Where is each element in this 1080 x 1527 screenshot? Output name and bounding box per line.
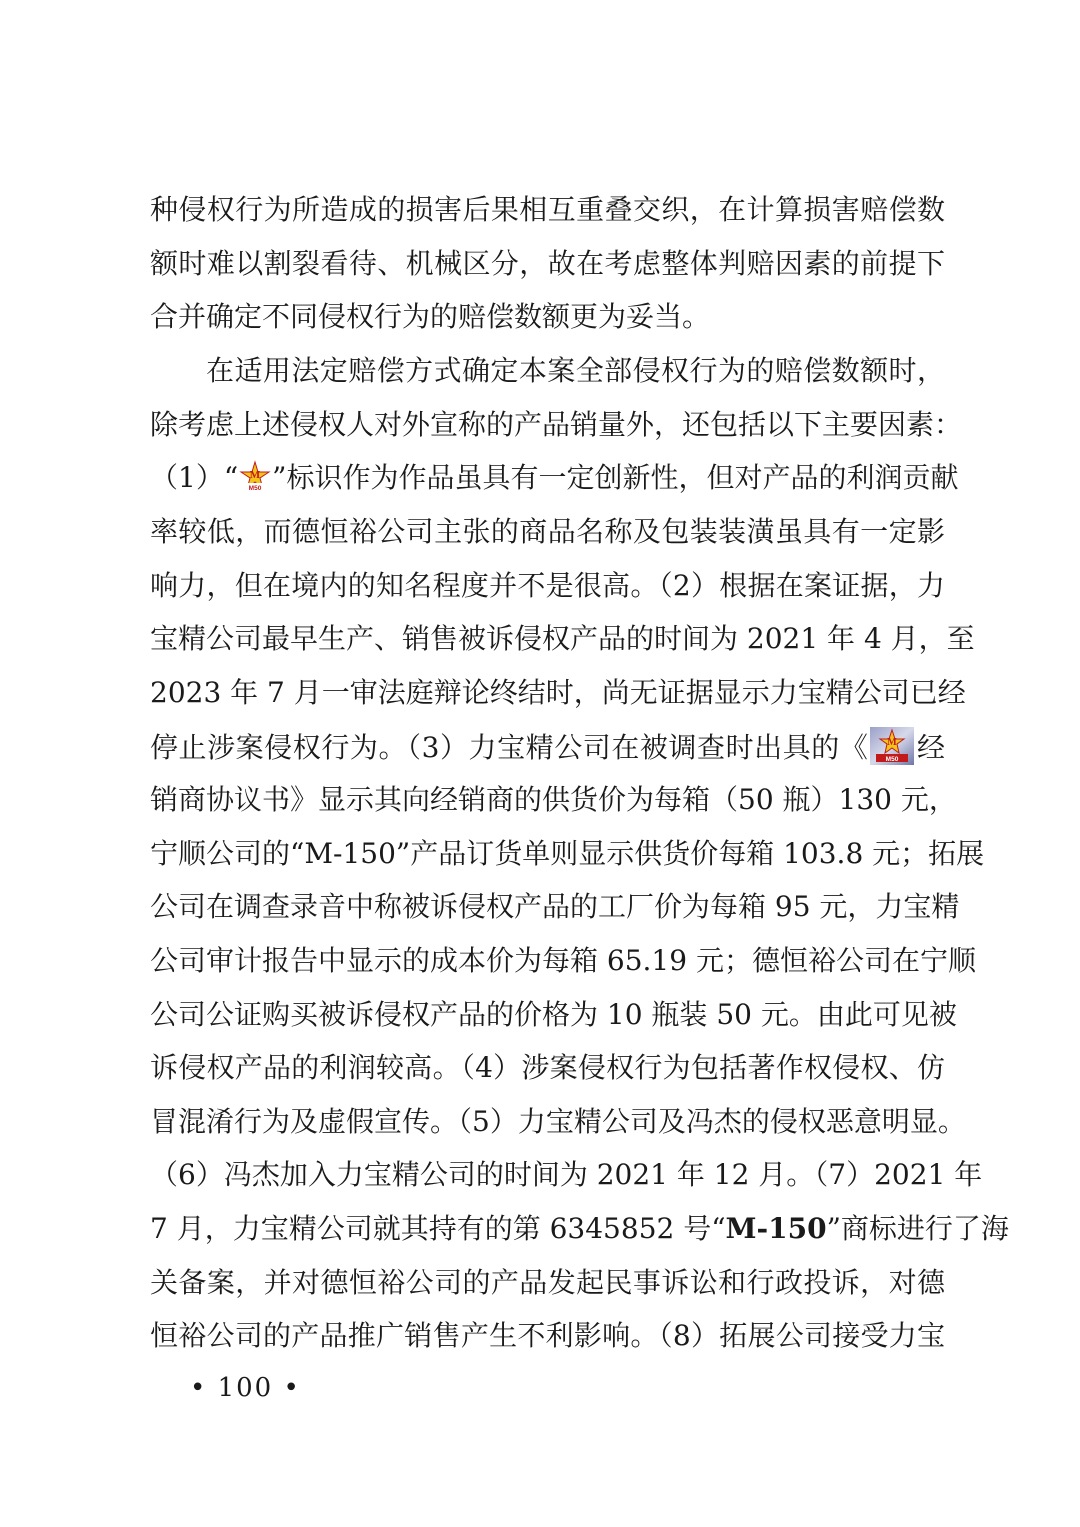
text-line: 除考虑上述侵权人对外宣称的产品销量外，还包括以下主要因素： [150, 408, 963, 441]
svg-text:M50: M50 [248, 485, 262, 492]
text-line: 合并确定不同侵权行为的赔偿数额更为妥当。 [150, 300, 711, 333]
svg-text:M50: M50 [886, 756, 899, 763]
text-segment: 停止涉案侵权行为。（3）力宝精公司在被调查时出具的《 [150, 731, 869, 764]
text-line: 诉侵权产品的利润较高。（4）涉案侵权行为包括著作权侵权、仿 [150, 1051, 945, 1084]
text-segment: ”标识作为作品虽具有一定创新性，但对产品的利润贡献 [272, 461, 959, 494]
text-line: 恒裕公司的产品推广销售产生不利影响。（8）拓展公司接受力宝 [150, 1319, 945, 1352]
text-line: 响力，但在境内的知名程度并不是很高。（2）根据在案证据，力 [150, 569, 945, 602]
page-number: • 100 • [190, 1373, 301, 1403]
text-line: 销商协议书》显示其向经销商的供货价为每箱（50 瓶）130 元， [150, 783, 957, 816]
svg-text:M: M [249, 469, 261, 481]
m50-logo-icon [239, 461, 271, 493]
text-line: 率较低，而德恒裕公司主张的商品名称及包装装潢虽具有一定影 [150, 515, 945, 548]
text-line-with-logo [150, 458, 959, 498]
text-line: 宝精公司最早生产、销售被诉侵权产品的时间为 2021 年 4 月，至 [150, 622, 975, 655]
text-line: 公司审计报告中显示的成本价为每箱 65.19 元；德恒裕公司在宁顺 [150, 944, 976, 977]
text-line: （6）冯杰加入力宝精公司的时间为 2021 年 12 月。（7）2021 年 [150, 1158, 983, 1191]
text-line: 公司在调查录音中称被诉侵权产品的工厂价为每箱 95 元，力宝精 [150, 890, 960, 923]
text-line: 关备案，并对德恒裕公司的产品发起民事诉讼和行政投诉，对德 [150, 1266, 945, 1299]
text-line-with-trademark [150, 1209, 1009, 1249]
text-line-with-logo [150, 727, 945, 767]
text-line: 公司公证购买被诉侵权产品的价格为 10 瓶装 50 元。由此可见被 [150, 998, 957, 1031]
text-line: 在适用法定赔偿方式确定本案全部侵权行为的赔偿数额时， [206, 354, 945, 387]
text-segment: （1）“ [150, 461, 239, 494]
text-line: 种侵权行为所造成的损害后果相互重叠交织，在计算损害赔偿数 [150, 193, 945, 226]
text-line: 额时难以割裂看待、机械区分，故在考虑整体判赔因素的前提下 [150, 247, 945, 280]
text-line: 2023 年 7 月一审法庭辩论终结时，尚无证据显示力宝精公司已经 [150, 676, 966, 709]
text-line: 冒混淆行为及虚假宣传。（5）力宝精公司及冯杰的侵权恶意明显。 [150, 1105, 966, 1138]
text-segment: ”商标进行了海 [826, 1212, 1009, 1245]
m50-label-image-icon [870, 727, 914, 765]
trademark-text: M-150 [725, 1212, 827, 1245]
svg-text:M: M [887, 737, 898, 748]
text-line: 宁顺公司的“M-150”产品订货单则显示供货价每箱 103.8 元；拓展 [150, 837, 985, 870]
text-segment: 经 [916, 731, 945, 764]
text-segment: 7 月，力宝精公司就其持有的第 6345852 号“ [150, 1212, 726, 1245]
